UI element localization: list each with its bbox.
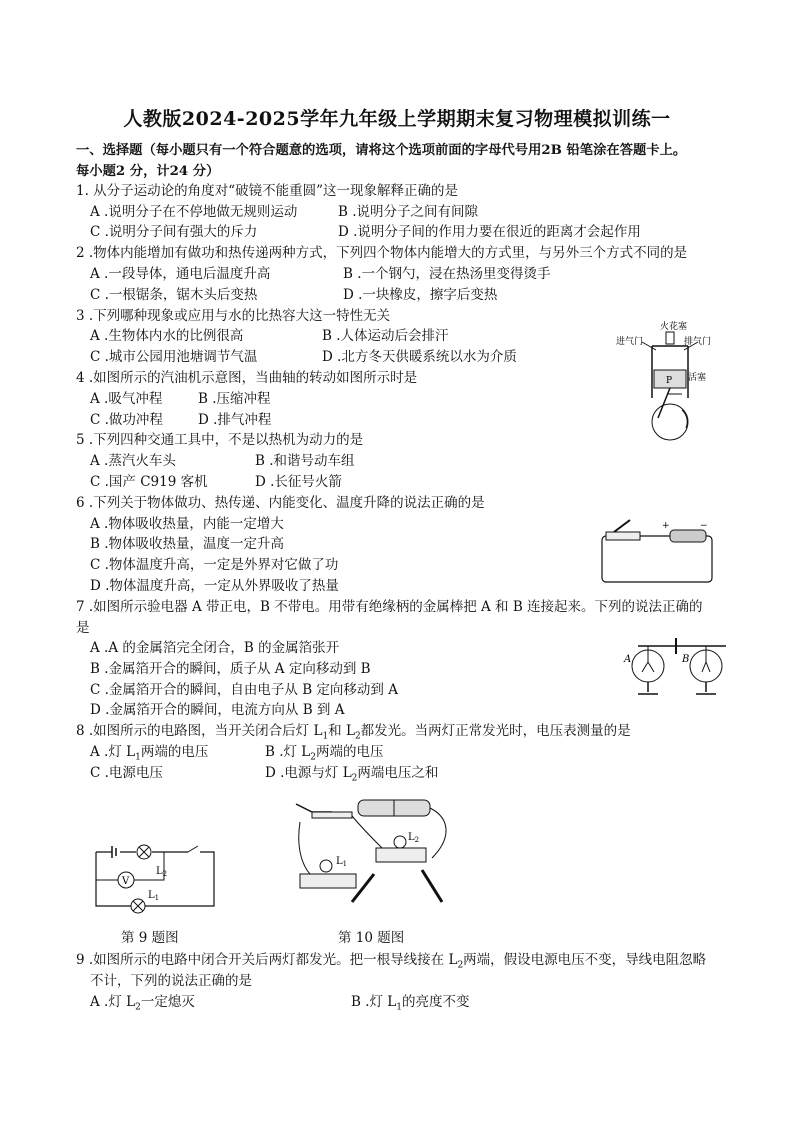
question-3-stem: 3 .下列哪种现象或应用与水的比热容大这一特性无关 (76, 308, 391, 324)
q5-option-d: D .长征号火箭 (255, 474, 342, 490)
bulb-l1-icon (320, 860, 332, 872)
section-heading (76, 140, 726, 182)
q6-option-a: A .物体吸收热量，内能一定增大 (90, 516, 284, 532)
q3-option-a: A .生物体内水的比例很高 (90, 328, 244, 344)
rotation-arrow-icon (682, 410, 687, 428)
q7-option-c: C .金属箔开合的瞬间，自由电子从 B 定向移动到 A (90, 682, 398, 698)
q6-option-c: C .物体温度升高，一定是外界对它做了功 (90, 557, 339, 573)
q1-option-b: B .说明分子之间有间隙 (338, 204, 479, 220)
q5-option-b: B .和谐号动车组 (255, 453, 355, 469)
question-9-stem: 9 .如图所示的电路中闭合开关后两灯都发光。把一根导线接在 $L_2$两端，假设电源电压不变，导线电阻忽略 (76, 952, 707, 971)
photo-l2-label: $L_2$ (408, 832, 420, 844)
q7-option-a: A .A 的金属箔完全闭合，B 的金属箔张开 (90, 640, 340, 656)
exhaust-valve-label: 排气门 (684, 337, 712, 347)
intake-valve-label: 进气门 (616, 337, 644, 347)
electroscope-a-label: A (624, 654, 632, 665)
q7-option-b: B .金属箔开合的瞬间，质子从 A 定向移动到 B (90, 661, 371, 677)
q4-option-b: B .压缩冲程 (198, 391, 271, 407)
question-2-stem: 2 .物体内能增加有做功和热传递两种方式，下列四个物体内能增大的方式里，与另外三个方式不同的是 (76, 245, 688, 261)
q8-option-a: A .灯 $L_1$两端的电压 (90, 744, 209, 763)
q3-option-d: D .北方冬天供暖系统以水为介质 (322, 349, 517, 365)
q2-option-b: B .一个钢勺，浸在热汤里变得烫手 (343, 266, 551, 282)
circuit-wire-icon (602, 536, 712, 582)
photo-l1-label: $L_1$ (336, 856, 348, 868)
battery-circuit-figure (600, 516, 715, 586)
battery-icon (670, 530, 706, 542)
lamp-holder-l1-icon (300, 874, 356, 888)
battery-minus-label: − (700, 521, 708, 531)
question-7-stem: 7 .如图所示验电器 A 带正电，B 不带电。用带有绝缘柄的金属棒把 A 和 B 连接起来。下列的说法正确的 (76, 599, 703, 615)
circuit-photo-q10 (292, 798, 462, 908)
page-title: 人教版2024-2025学年九年级上学期期末复习物理模拟训练一 (123, 108, 671, 130)
q3-option-c: C .城市公园用池塘调节气温 (90, 349, 258, 365)
q8-option-c: C .电源电压 (90, 765, 163, 781)
lamp-l1-label: $L_1$ (148, 890, 160, 902)
q3-option-b: B .人体运动后会排汗 (322, 328, 449, 344)
q1-option-a: A .说明分子在不停地做无规则运动 (90, 204, 298, 220)
switch-icon (188, 846, 198, 852)
question-6-stem: 6 .下列关于物体做功、热传递、内能变化、温度升降的说法正确的是 (76, 495, 485, 511)
piston-p-label: P (666, 376, 673, 386)
q7-option-d: D .金属箔开合的瞬间，电流方向从 B 到 A (90, 702, 345, 718)
question-9-stem-cont: 不计，下列的说法正确的是 (90, 973, 252, 989)
q6-option-d: D .物体温度升高，一定从外界吸收了热量 (90, 578, 339, 594)
question-1-stem: 1. 从分子运动论的角度对“破镜不能重圆”这一现象解释正确的是 (76, 183, 458, 199)
q4-option-a: A .吸气冲程 (90, 391, 163, 407)
q1-option-d: D .说明分子间的作用力要在很近的距离才会起作用 (338, 224, 641, 240)
question-7-stem-cont: 是 (76, 620, 90, 636)
q4-option-d: D .排气冲程 (198, 412, 272, 428)
electroscope-b-label: B (682, 654, 690, 665)
q2-option-c: C .一根锯条，锯木头后变热 (90, 287, 258, 303)
piston-label: 活塞 (688, 373, 707, 383)
switch-base-icon (312, 812, 352, 818)
q5-option-c: C .国产 C919 客机 (90, 474, 208, 490)
stand-icon (638, 682, 716, 694)
q1-option-c: C .说明分子间有强大的斥力 (90, 224, 258, 240)
question-4-stem: 4 .如图所示的汽油机示意图，当曲轴的转动如图所示时是 (76, 370, 418, 386)
caption-figure-10: 第 10 题图 (338, 930, 405, 946)
spark-plug-label: 火花塞 (660, 322, 688, 332)
battery-plus-label: + (662, 521, 670, 531)
question-8-stem: 8 .如图所示的电路图，当开关闭合后灯 $L_1$和 $L_2$都发光。当两灯正常发光时，电压表测量的是 (76, 723, 631, 742)
q8-option-b: B .灯 $L_2$两端的电压 (265, 744, 384, 763)
caption-figure-9: 第 9 题图 (121, 930, 179, 946)
q8-option-d: D .电源与灯 $L_2$两端电压之和 (265, 765, 439, 784)
switch-base-icon (606, 532, 640, 540)
lamp-holder-l2-icon (376, 848, 426, 862)
circuit-diagram-q9 (90, 842, 220, 912)
q9-option-a: A .灯 $L_2$一定熄灭 (90, 994, 195, 1013)
switch-lever-icon (614, 520, 630, 532)
q2-option-d: D .一块橡皮，擦字后变热 (343, 287, 498, 303)
bulb-l2-icon (394, 836, 406, 848)
crankshaft-icon (652, 404, 688, 440)
electroscope-figure (622, 632, 730, 700)
voltmeter-label: V (122, 876, 130, 887)
question-5-stem: 5 .下列四种交通工具中，不是以热机为动力的是 (76, 432, 364, 448)
lamp-l2-label: $L_2$ (156, 866, 168, 878)
section-heading-line2: 每小题2 分，计24 分） (76, 164, 220, 179)
hands-probe-icon (352, 870, 442, 902)
q4-option-c: C .做功冲程 (90, 412, 163, 428)
connecting-rod-icon (658, 388, 670, 418)
power-source-icon (112, 846, 116, 858)
q9-option-b: B .灯 $L_1$的亮度不变 (351, 994, 470, 1013)
switch-lever-icon (296, 804, 332, 812)
section-heading-line1: 一、选择题（每小题只有一个符合题意的选项，请将这个选项前面的字母代号用2B 铅笔涂在答题卡上。 (76, 143, 687, 158)
q6-option-b: B .物体吸收热量，温度一定升高 (90, 536, 285, 552)
q2-option-a: A .一段导体，通电后温度升高 (90, 266, 271, 282)
q5-option-a: A .蒸汽火车头 (90, 453, 176, 469)
engine-diagram (612, 318, 722, 448)
spark-plug-icon (666, 332, 674, 344)
